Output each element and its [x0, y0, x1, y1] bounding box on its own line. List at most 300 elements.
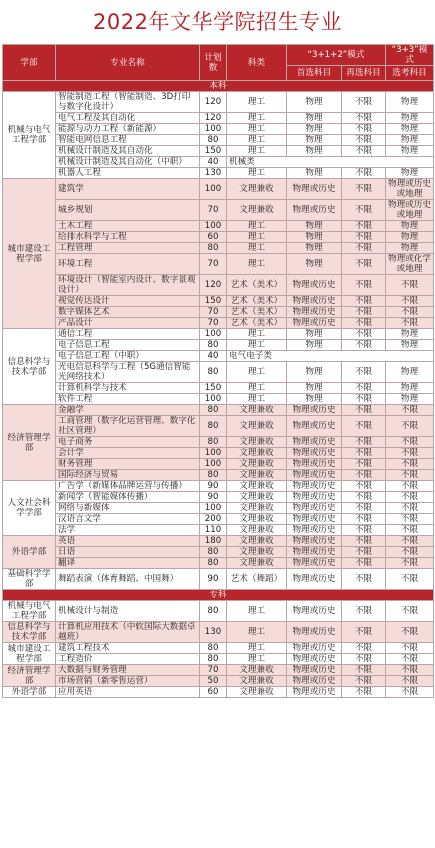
subject-cell: 理工 — [227, 135, 287, 146]
subject-cell: 艺术（美术） — [227, 318, 287, 329]
table-row — [3, 157, 434, 168]
subject-cell: 艺术（美术） — [227, 275, 287, 296]
elective-cell: 物理 — [386, 243, 434, 254]
dept-cell: 信息科学与技术学部 — [3, 622, 56, 643]
major-cell: 电子信息工程（中职） — [56, 351, 200, 362]
subject-cell: 理工 — [227, 340, 287, 351]
major-cell: 英语 — [56, 536, 200, 547]
second-subject-cell: 不限 — [342, 654, 386, 665]
second-subject-cell: 不限 — [342, 275, 386, 296]
table-row — [3, 481, 434, 492]
major-cell: 工程造价 — [56, 654, 200, 665]
first-subject-cell: 物理或历史 — [287, 665, 342, 676]
elective-cell: 不限 — [386, 569, 434, 590]
elective-cell: 不限 — [386, 665, 434, 676]
subject-cell: 理工 — [227, 394, 287, 405]
plan-cell: 80 — [200, 340, 227, 351]
subject-cell: 文理兼收 — [227, 687, 287, 698]
elective-cell: 物理 — [386, 329, 434, 340]
table-row — [3, 622, 434, 643]
first-subject-cell: 物理或历史 — [287, 514, 342, 525]
major-cell: 会计学 — [56, 448, 200, 459]
second-subject-cell: 不限 — [342, 470, 386, 481]
first-subject-cell: 物理或历史 — [287, 536, 342, 547]
dept-cell: 经济管理学部 — [3, 405, 56, 481]
first-subject-cell: 物理或历史 — [287, 275, 342, 296]
plan-cell: 100 — [200, 503, 227, 514]
major-cell: 智能制造工程（智能制造、3D打印与数字化设计） — [56, 92, 200, 113]
first-subject-cell: 物理或历史 — [287, 601, 342, 622]
elective-cell: 不限 — [386, 307, 434, 318]
major-cell: 建筑学 — [56, 179, 200, 200]
subject-cell: 机械类 — [227, 157, 434, 168]
table-row — [3, 200, 434, 221]
elective-cell: 物理 — [386, 394, 434, 405]
major-cell: 工程管理 — [56, 243, 200, 254]
table-row — [3, 113, 434, 124]
elective-cell: 不限 — [386, 558, 434, 569]
plan-cell: 100 — [200, 448, 227, 459]
second-subject-cell: 不限 — [342, 514, 386, 525]
elective-cell: 物理 — [386, 383, 434, 394]
table-row — [3, 687, 434, 698]
subject-cell: 艺术（美术） — [227, 296, 287, 307]
plan-cell: 200 — [200, 514, 227, 525]
first-subject-cell: 物理或历史 — [287, 179, 342, 200]
plan-cell: 120 — [200, 275, 227, 296]
plan-cell: 100 — [200, 394, 227, 405]
subject-cell: 艺术（舞蹈） — [227, 569, 287, 590]
first-subject-cell: 物理或历史 — [287, 558, 342, 569]
plan-cell: 100 — [200, 221, 227, 232]
major-cell: 智能电网信息工程 — [56, 135, 200, 146]
table-row — [3, 459, 434, 470]
plan-cell: 100 — [200, 459, 227, 470]
plan-cell: 130 — [200, 622, 227, 643]
first-subject-cell: 物理或历史 — [287, 459, 342, 470]
first-subject-cell: 物理或历史 — [287, 676, 342, 687]
table-row — [3, 643, 434, 654]
header-model-312: “3+1+2”模式 — [287, 45, 386, 66]
second-subject-cell: 不限 — [342, 558, 386, 569]
major-cell: 建筑工程技术 — [56, 643, 200, 654]
second-subject-cell: 不限 — [342, 340, 386, 351]
first-subject-cell: 物理或历史 — [287, 307, 342, 318]
subject-cell: 文理兼收 — [227, 481, 287, 492]
subject-cell: 文理兼收 — [227, 536, 287, 547]
first-subject-cell: 物理或历史 — [287, 200, 342, 221]
major-cell: 环境设计（智能室内设计、数字景观设计） — [56, 275, 200, 296]
second-subject-cell: 不限 — [342, 243, 386, 254]
major-cell: 计算机科学与技术 — [56, 383, 200, 394]
elective-cell: 不限 — [386, 547, 434, 558]
second-subject-cell: 不限 — [342, 383, 386, 394]
subject-cell: 理工 — [227, 124, 287, 135]
subject-cell: 文理兼收 — [227, 179, 287, 200]
table-row — [3, 569, 434, 590]
table-row — [3, 492, 434, 503]
table-row — [3, 124, 434, 135]
header-subject: 科类 — [227, 45, 287, 81]
major-cell: 机械设计制造及其自动化 — [56, 146, 200, 157]
table-row — [3, 383, 434, 394]
second-subject-cell: 不限 — [342, 405, 386, 416]
plan-cell: 70 — [200, 318, 227, 329]
subject-cell: 艺术（美术） — [227, 307, 287, 318]
table-row — [3, 665, 434, 676]
elective-cell: 物理 — [386, 92, 434, 113]
plan-cell: 150 — [200, 383, 227, 394]
second-subject-cell: 不限 — [342, 525, 386, 536]
elective-cell: 不限 — [386, 622, 434, 643]
subject-cell: 文理兼收 — [227, 416, 287, 437]
plan-cell: 80 — [200, 643, 227, 654]
plan-cell: 150 — [200, 146, 227, 157]
section-title: 本科 — [3, 81, 434, 92]
second-subject-cell: 不限 — [342, 569, 386, 590]
elective-cell: 不限 — [386, 437, 434, 448]
plan-cell: 80 — [200, 405, 227, 416]
dept-cell: 城市建设工程学部 — [3, 643, 56, 665]
major-cell: 机械设计与制造 — [56, 601, 200, 622]
second-subject-cell: 不限 — [342, 221, 386, 232]
second-subject-cell: 不限 — [342, 492, 386, 503]
table-row — [3, 470, 434, 481]
second-subject-cell: 不限 — [342, 179, 386, 200]
dept-cell: 外语学部 — [3, 536, 56, 569]
second-subject-cell: 不限 — [342, 437, 386, 448]
subject-cell: 理工 — [227, 383, 287, 394]
subject-cell: 理工 — [227, 362, 287, 383]
second-subject-cell: 不限 — [342, 232, 386, 243]
first-subject-cell: 物理 — [287, 92, 342, 113]
elective-cell: 物理或历史或地理 — [386, 179, 434, 200]
major-cell: 产品设计 — [56, 318, 200, 329]
plan-cell: 80 — [200, 362, 227, 383]
first-subject-cell: 物理 — [287, 135, 342, 146]
first-subject-cell: 物理 — [287, 221, 342, 232]
table-row — [3, 243, 434, 254]
header-dept: 学部 — [3, 45, 56, 81]
second-subject-cell: 不限 — [342, 329, 386, 340]
table-row — [3, 92, 434, 113]
elective-cell: 不限 — [386, 416, 434, 437]
elective-cell: 不限 — [386, 643, 434, 654]
second-subject-cell: 不限 — [342, 416, 386, 437]
plan-cell: 100 — [200, 329, 227, 340]
first-subject-cell: 物理或历史 — [287, 547, 342, 558]
major-cell: 机器人工程 — [56, 168, 200, 179]
plan-cell: 80 — [200, 135, 227, 146]
second-subject-cell: 不限 — [342, 536, 386, 547]
subject-cell: 理工 — [227, 221, 287, 232]
second-subject-cell: 不限 — [342, 168, 386, 179]
dept-cell: 基础科学学部 — [3, 569, 56, 590]
dept-cell: 外语学部 — [3, 687, 56, 698]
table-row — [3, 351, 434, 362]
second-subject-cell: 不限 — [342, 200, 386, 221]
subject-cell: 文理兼收 — [227, 405, 287, 416]
first-subject-cell: 物理或历史 — [287, 437, 342, 448]
elective-cell: 不限 — [386, 654, 434, 665]
table-row — [3, 168, 434, 179]
dept-cell: 城市建设工程学部 — [3, 179, 56, 329]
elective-cell: 不限 — [386, 687, 434, 698]
subject-cell: 理工 — [227, 232, 287, 243]
subject-cell: 文理兼收 — [227, 558, 287, 569]
section-title: 专科 — [3, 590, 434, 601]
subject-cell: 文理兼收 — [227, 547, 287, 558]
subject-cell: 理工 — [227, 146, 287, 157]
plan-cell: 70 — [200, 254, 227, 275]
plan-cell: 180 — [200, 536, 227, 547]
first-subject-cell: 物理或历史 — [287, 416, 342, 437]
plan-cell: 60 — [200, 232, 227, 243]
first-subject-cell: 物理 — [287, 232, 342, 243]
first-subject-cell: 物理 — [287, 340, 342, 351]
subject-cell: 文理兼收 — [227, 503, 287, 514]
second-subject-cell: 不限 — [342, 665, 386, 676]
first-subject-cell: 物理 — [287, 394, 342, 405]
second-subject-cell: 不限 — [342, 318, 386, 329]
major-cell: 翻译 — [56, 558, 200, 569]
table-row — [3, 362, 434, 383]
table-row — [3, 514, 434, 525]
elective-cell: 物理 — [386, 113, 434, 124]
elective-cell: 不限 — [386, 676, 434, 687]
plan-cell: 70 — [200, 665, 227, 676]
major-cell: 数字媒体艺术 — [56, 307, 200, 318]
dept-cell: 人文社会科学学部 — [3, 481, 56, 536]
second-subject-cell: 不限 — [342, 113, 386, 124]
table-row — [3, 525, 434, 536]
table-row — [3, 232, 434, 243]
major-cell: 舞蹈表演（体育舞蹈、中国舞） — [56, 569, 200, 590]
elective-cell: 物理 — [386, 124, 434, 135]
table-row — [3, 547, 434, 558]
first-subject-cell: 物理或历史 — [287, 569, 342, 590]
table-row — [3, 394, 434, 405]
first-subject-cell: 物理或历史 — [287, 687, 342, 698]
plan-cell: 40 — [200, 157, 227, 168]
first-subject-cell: 物理 — [287, 113, 342, 124]
major-cell: 光电信息科学与工程（5G通信智能光网络技术） — [56, 362, 200, 383]
second-subject-cell: 不限 — [342, 146, 386, 157]
major-cell: 国际经济与贸易 — [56, 470, 200, 481]
page-title: 2022年文华学院招生专业 — [93, 10, 342, 34]
second-subject-cell: 不限 — [342, 459, 386, 470]
header-second-subject: 再选科目 — [342, 66, 386, 81]
second-subject-cell: 不限 — [342, 676, 386, 687]
first-subject-cell: 物理或历史 — [287, 470, 342, 481]
second-subject-cell: 不限 — [342, 394, 386, 405]
table-row — [3, 254, 434, 275]
major-cell: 土木工程 — [56, 221, 200, 232]
second-subject-cell: 不限 — [342, 296, 386, 307]
elective-cell: 不限 — [386, 405, 434, 416]
elective-cell: 不限 — [386, 492, 434, 503]
subject-cell: 文理兼收 — [227, 470, 287, 481]
subject-cell: 文理兼收 — [227, 492, 287, 503]
header-model-33: “3+3”模式 — [386, 45, 434, 66]
subject-cell: 理工 — [227, 243, 287, 254]
subject-cell: 文理兼收 — [227, 525, 287, 536]
elective-cell: 不限 — [386, 448, 434, 459]
first-subject-cell: 物理或历史 — [287, 503, 342, 514]
first-subject-cell: 物理或历史 — [287, 318, 342, 329]
plan-cell: 100 — [200, 179, 227, 200]
table-row — [3, 221, 434, 232]
first-subject-cell: 物理 — [287, 146, 342, 157]
subject-cell: 理工 — [227, 329, 287, 340]
first-subject-cell: 物理或历史 — [287, 481, 342, 492]
table-row — [3, 503, 434, 514]
plan-cell: 70 — [200, 200, 227, 221]
table-row — [3, 340, 434, 351]
major-cell: 电子信息工程 — [56, 340, 200, 351]
plan-cell: 40 — [200, 351, 227, 362]
table-row — [3, 275, 434, 296]
subject-cell: 文理兼收 — [227, 437, 287, 448]
subject-cell: 理工 — [227, 113, 287, 124]
major-cell: 日语 — [56, 547, 200, 558]
elective-cell: 不限 — [386, 481, 434, 492]
header-major: 专业名称 — [56, 45, 200, 81]
major-cell: 汉语言文学 — [56, 514, 200, 525]
table-row — [3, 296, 434, 307]
first-subject-cell: 物理 — [287, 168, 342, 179]
first-subject-cell: 物理或历史 — [287, 296, 342, 307]
plan-cell: 90 — [200, 569, 227, 590]
table-body — [3, 81, 434, 698]
second-subject-cell: 不限 — [342, 643, 386, 654]
elective-cell: 物理 — [386, 221, 434, 232]
table-row — [3, 558, 434, 569]
major-cell: 市场营销（新零售运营） — [56, 676, 200, 687]
elective-cell: 物理 — [386, 232, 434, 243]
subject-cell: 理工 — [227, 92, 287, 113]
major-cell: 应用英语 — [56, 687, 200, 698]
table-row — [3, 601, 434, 622]
first-subject-cell: 物理或历史 — [287, 492, 342, 503]
first-subject-cell: 物理 — [287, 243, 342, 254]
plan-cell: 80 — [200, 243, 227, 254]
table-row — [3, 654, 434, 665]
elective-cell: 物理 — [386, 362, 434, 383]
subject-cell: 文理兼收 — [227, 200, 287, 221]
elective-cell: 物理或化学或地理 — [386, 254, 434, 275]
major-cell: 金融学 — [56, 405, 200, 416]
dept-cell: 信息科学与技术学部 — [3, 329, 56, 405]
second-subject-cell: 不限 — [342, 362, 386, 383]
major-cell: 大数据与财务管理 — [56, 665, 200, 676]
section-row — [3, 590, 434, 601]
second-subject-cell: 不限 — [342, 92, 386, 113]
major-cell: 网络与新媒体 — [56, 503, 200, 514]
major-cell: 广告学（新媒体品牌运营与传播） — [56, 481, 200, 492]
table-row — [3, 437, 434, 448]
major-cell: 软件工程 — [56, 394, 200, 405]
first-subject-cell: 物理或历史 — [287, 654, 342, 665]
plan-cell: 120 — [200, 113, 227, 124]
first-subject-cell: 物理 — [287, 383, 342, 394]
section-row — [3, 81, 434, 92]
elective-cell: 物理 — [386, 340, 434, 351]
table-row — [3, 318, 434, 329]
first-subject-cell: 物理或历史 — [287, 448, 342, 459]
major-cell: 财务管理 — [56, 459, 200, 470]
plan-cell: 90 — [200, 492, 227, 503]
header-first-subject: 首选科目 — [287, 66, 342, 81]
second-subject-cell: 不限 — [342, 547, 386, 558]
major-cell: 视觉传达设计 — [56, 296, 200, 307]
dept-cell: 机械与电气工程学部 — [3, 601, 56, 622]
first-subject-cell: 物理 — [287, 362, 342, 383]
table-row — [3, 448, 434, 459]
plan-cell: 80 — [200, 437, 227, 448]
header-plan: 计划数 — [200, 45, 227, 81]
second-subject-cell: 不限 — [342, 503, 386, 514]
first-subject-cell: 物理或历史 — [287, 525, 342, 536]
subject-cell: 文理兼收 — [227, 665, 287, 676]
plan-cell: 150 — [200, 296, 227, 307]
plan-cell: 80 — [200, 470, 227, 481]
major-cell: 通信工程 — [56, 329, 200, 340]
subject-cell: 电气电子类 — [227, 351, 434, 362]
elective-cell: 不限 — [386, 525, 434, 536]
major-cell: 计算机应用技术（中软国际大数据卓越班） — [56, 622, 200, 643]
elective-cell: 物理 — [386, 168, 434, 179]
table-row — [3, 135, 434, 146]
elective-cell: 不限 — [386, 514, 434, 525]
major-cell: 给排水科学与工程 — [56, 232, 200, 243]
subject-cell: 文理兼收 — [227, 459, 287, 470]
table-row — [3, 536, 434, 547]
subject-cell: 文理兼收 — [227, 514, 287, 525]
second-subject-cell: 不限 — [342, 307, 386, 318]
major-cell: 城乡规划 — [56, 200, 200, 221]
first-subject-cell: 物理或历史 — [287, 405, 342, 416]
second-subject-cell: 不限 — [342, 481, 386, 492]
plan-cell: 80 — [200, 558, 227, 569]
plan-cell: 70 — [200, 307, 227, 318]
second-subject-cell: 不限 — [342, 254, 386, 275]
table-row — [3, 416, 434, 437]
plan-cell: 120 — [200, 92, 227, 113]
subject-cell: 理工 — [227, 622, 287, 643]
elective-cell: 不限 — [386, 318, 434, 329]
plan-cell: 80 — [200, 547, 227, 558]
elective-cell: 不限 — [386, 296, 434, 307]
second-subject-cell: 不限 — [342, 124, 386, 135]
major-cell: 工商管理（数字化运营管理、数字化社区管理） — [56, 416, 200, 437]
dept-cell: 机械与电气工程学部 — [3, 92, 56, 179]
plan-cell: 90 — [200, 481, 227, 492]
subject-cell: 文理兼收 — [227, 676, 287, 687]
header-elective-subject: 选考科目 — [386, 66, 434, 81]
second-subject-cell: 不限 — [342, 601, 386, 622]
major-cell: 能源与动力工程（新能源） — [56, 124, 200, 135]
dept-cell: 经济管理学部 — [3, 665, 56, 687]
plan-cell: 60 — [200, 687, 227, 698]
subject-cell: 理工 — [227, 643, 287, 654]
table-row — [3, 676, 434, 687]
major-cell: 电气工程及其自动化 — [56, 113, 200, 124]
subject-cell: 理工 — [227, 601, 287, 622]
admissions-table — [2, 44, 434, 698]
subject-cell: 文理兼收 — [227, 448, 287, 459]
table-row — [3, 307, 434, 318]
